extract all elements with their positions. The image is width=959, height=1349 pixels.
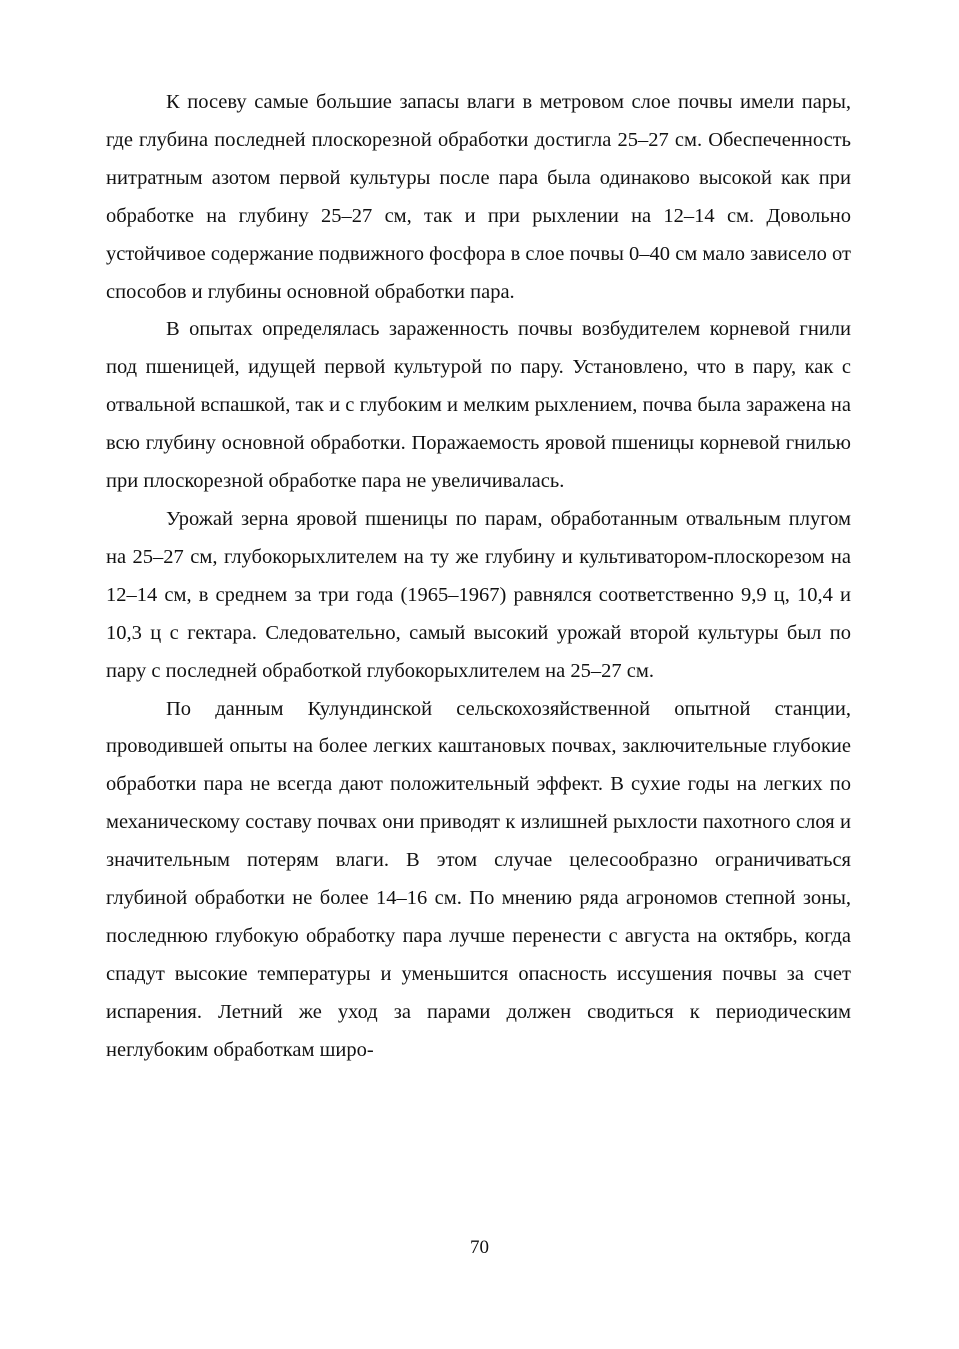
paragraph-root-rot: В опытах определялась зараженность почвы возбудителем корневой гнили под пшеницей, идущей первой культурой по пару. Установлено, что в пару, как с отвальной вспашкой, так и с глубоким и мелким рыхлением, почва была заражена на всю глубину основной обработки. Поражаемость яровой пшеницы корневой гнилью при плоскорезной обработке пара не увеличивалась. bbox=[106, 318, 851, 493]
paragraph-moisture-reserves: К посеву самые большие запасы влаги в метровом слое почвы имели пары, где глубина последней плоскорезной обработки достигла 25–27 см. Обеспеченность нитратным азотом первой культуры после пара была одинаково высокой как при обработке на глубину 25–27 см, так и при рыхлении на 12–14 см. Довольно устойчивое содержание подвижного фосфора в слое почвы 0–40 см мало зависело от способов и глубины основной обработки пара. bbox=[106, 91, 851, 303]
body-text bbox=[106, 84, 851, 1070]
page-number: 70 bbox=[470, 1237, 489, 1258]
paragraph-grain-yield: Урожай зерна яровой пшеницы по парам, обработанным отвальным плугом на 25–27 см, глубокорыхлителем на ту же глубину и культиватором-плоскорезом на 12–14 см, в среднем за три года (1965–1967) равнялся соответственно 9,9 ц, 10,4 и 10,3 ц с гектара. Следовательно, самый высокий урожай второй культуры был по пару с последней обработкой глубокорыхлителем на 25–27 см. bbox=[106, 507, 851, 682]
paragraph-kulunda-station: По данным Кулундинской сельскохозяйственной опытной станции, проводившей опыты на более легких каштановых почвах, заключительные глубокие обработки пара не всегда дают положительный эффект. В сухие годы на легких по механическому составу почвах они приводят к излишней рыхлости пахотного слоя и значительным потерям влаги. В этом случае целесообразно ограничиваться глубиной обработки не более 14–16 см. По мнению ряда агрономов степной зоны, последнюю глубокую обработку пара лучше перенести с августа на октябрь, когда спадут высокие температуры и уменьшится опасность иссушения почвы за счет испарения. Летний же уход за парами должен сводиться к периодическим неглубоким обработкам широ- bbox=[106, 697, 851, 1061]
